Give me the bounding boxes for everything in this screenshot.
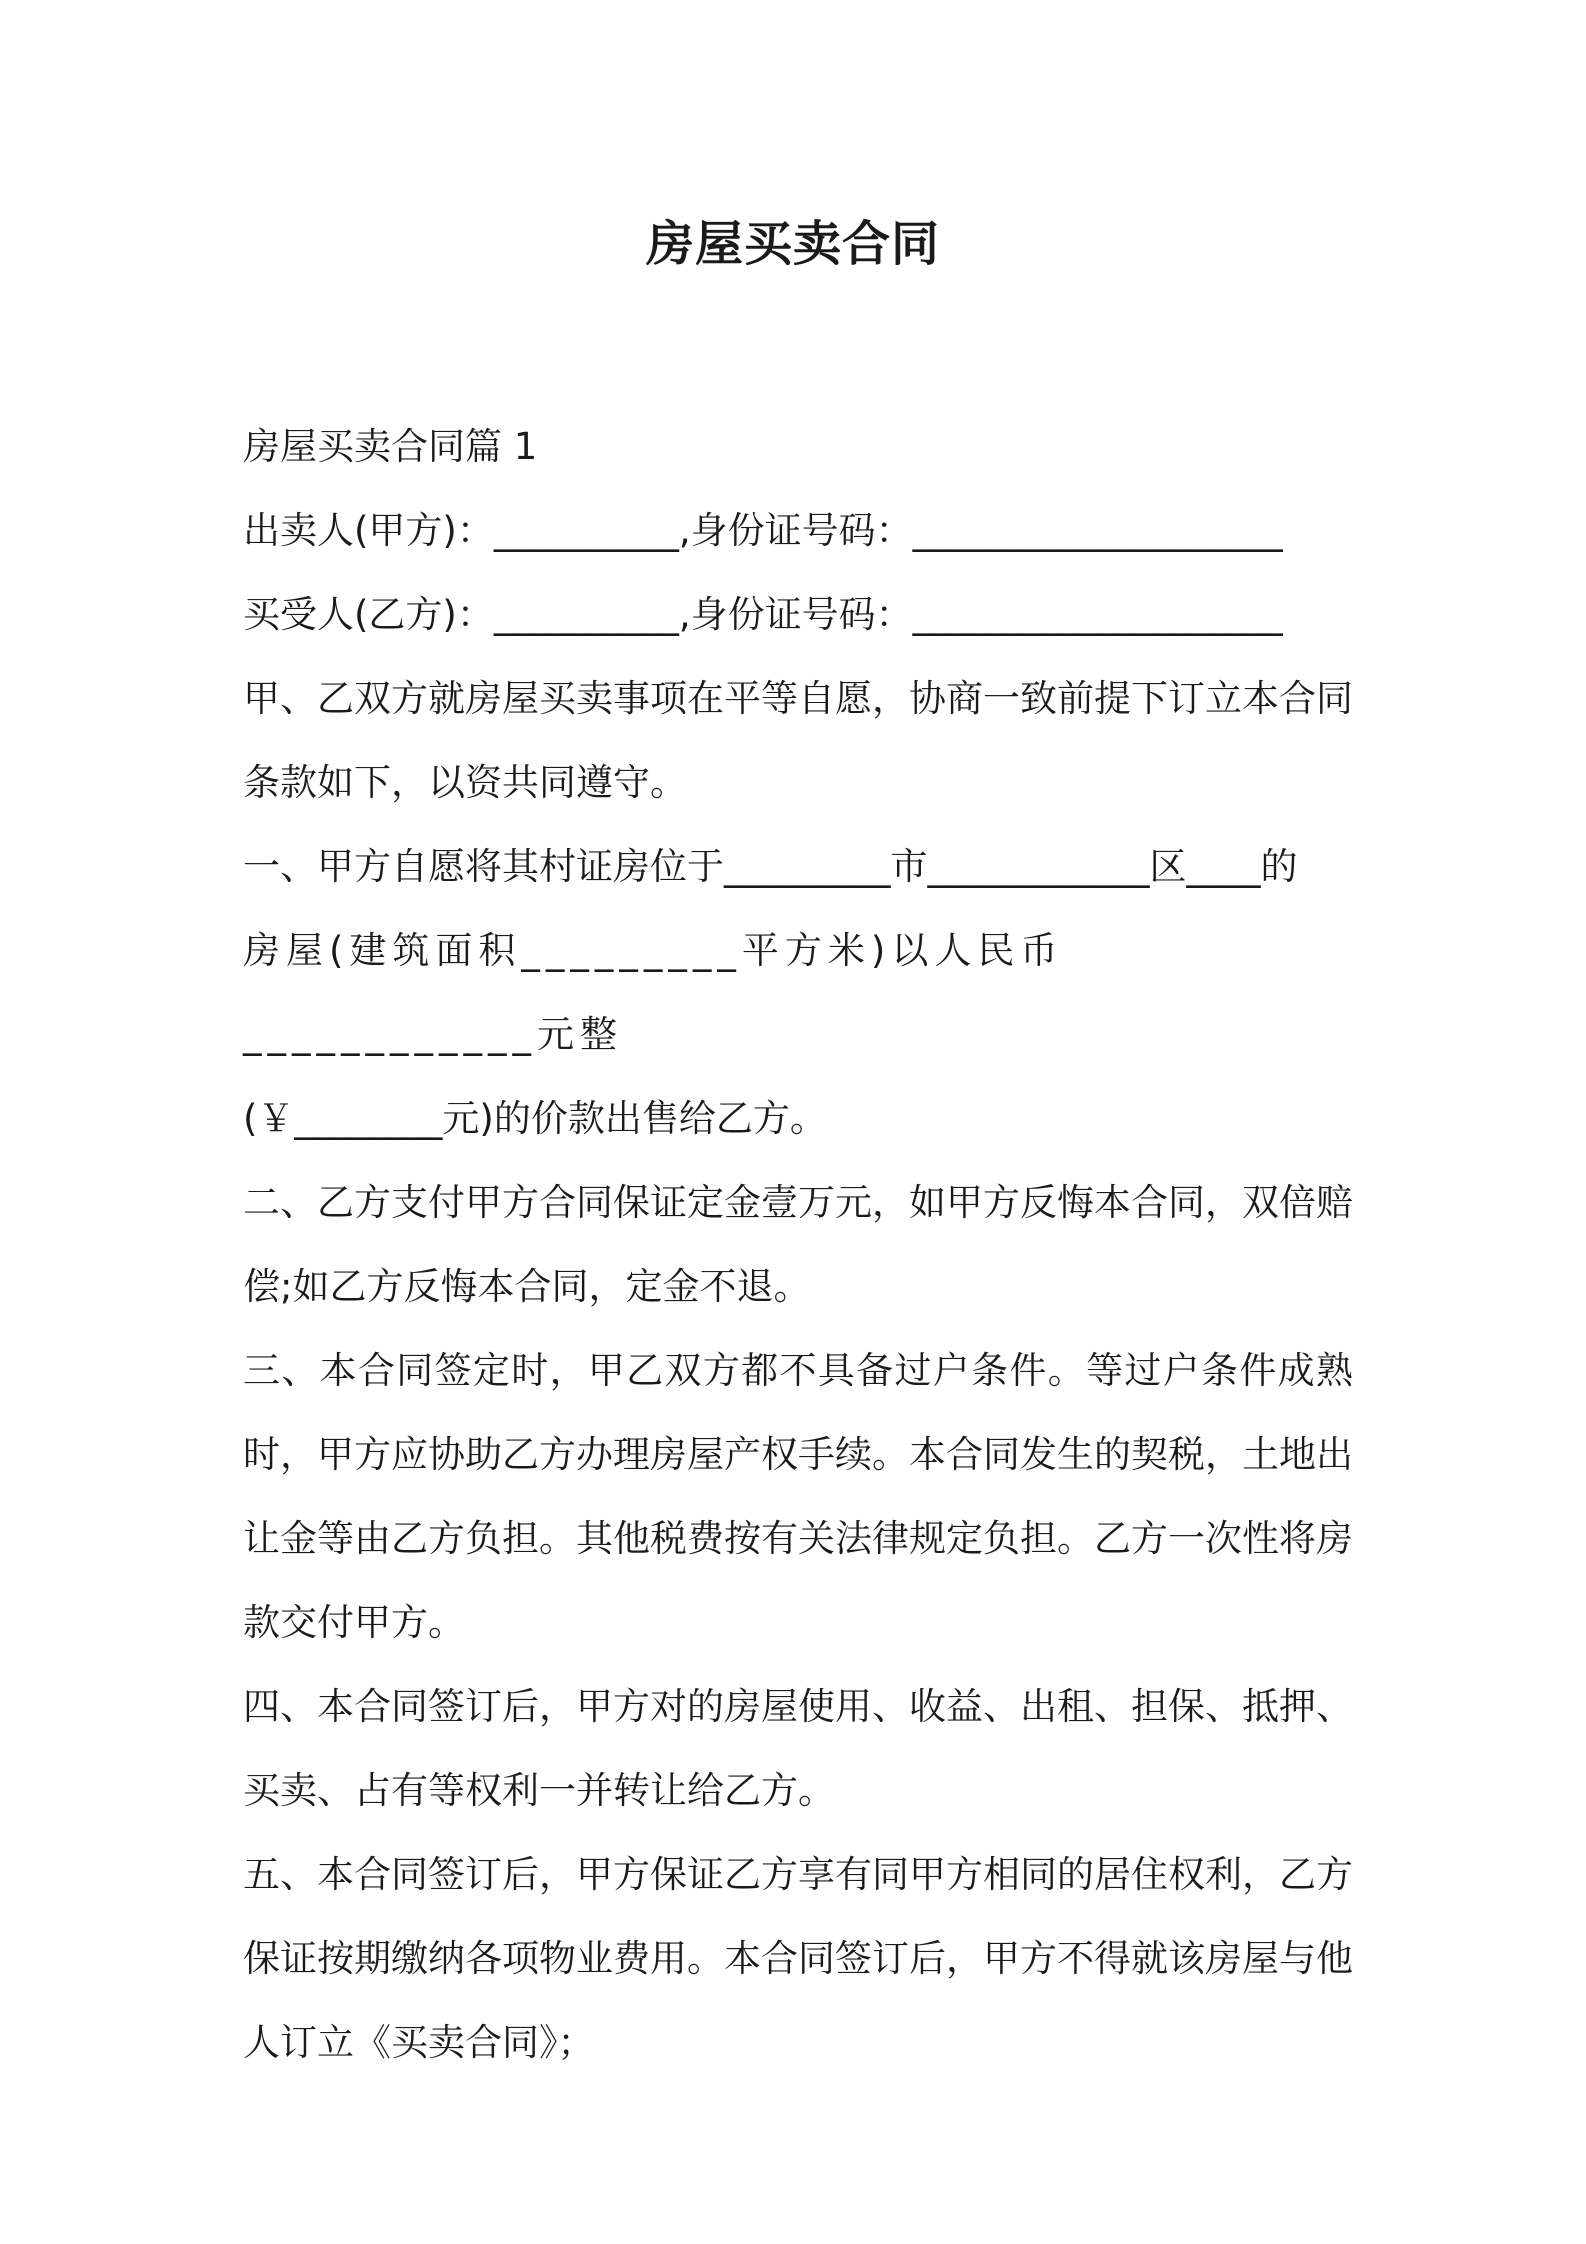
clause-1-line-3: (￥________元)的价款出售给乙方。 (243, 1097, 827, 1140)
clause-1-line-2: 房屋(建筑面积_________平方米)以人民币____________元整 (243, 929, 1064, 1056)
preamble-paragraph: 甲、乙双方就房屋买卖事项在平等自愿，协商一致前提下订立本合同条款如下，以资共同遵守。 (243, 677, 1353, 804)
document-title: 房屋买卖合同 (645, 216, 940, 272)
section-heading: 房屋买卖合同篇 1 (243, 425, 538, 468)
clause-1-line-1: 一、甲方自愿将其村证房位于_________市____________区____的 (243, 845, 1298, 888)
seller-info-line: 出卖人(甲方)：__________,身份证号码：____________________ (243, 509, 1283, 552)
clause-2-paragraph: 二、乙方支付甲方合同保证定金壹万元，如甲方反悔本合同，双倍赔偿;如乙方反悔本合同，定金不退。 (243, 1181, 1353, 1308)
buyer-info-line: 买受人(乙方)：__________,身份证号码：____________________ (243, 593, 1283, 636)
document-body (243, 405, 1353, 2085)
clause-5-paragraph: 五、本合同签订后，甲方保证乙方享有同甲方相同的居住权利，乙方保证按期缴纳各项物业费用。本合同签订后，甲方不得就该房屋与他人订立《买卖合同》； (243, 1853, 1353, 2064)
clause-3-paragraph: 三、本合同签定时，甲乙双方都不具备过户条件。等过户条件成熟时，甲方应协助乙方办理房屋产权手续。本合同发生的契税，土地出让金等由乙方负担。其他税费按有关法律规定负担。乙方一次性将房款交付甲方。 (243, 1349, 1353, 1644)
clause-4-paragraph: 四、本合同签订后，甲方对的房屋使用、收益、出租、担保、抵押、买卖、占有等权利一并转让给乙方。 (243, 1685, 1353, 1812)
